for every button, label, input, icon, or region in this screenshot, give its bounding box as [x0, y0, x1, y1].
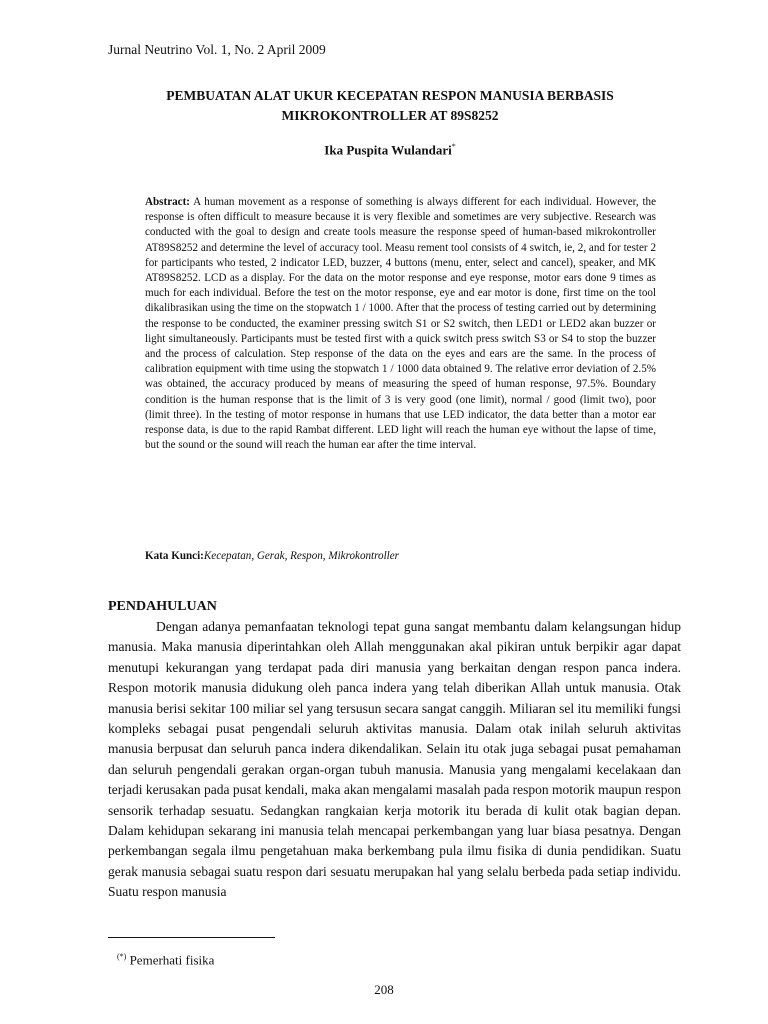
- footnote-text: Pemerhati fisika: [129, 952, 215, 968]
- footnote: [117, 952, 214, 968]
- section-heading: PENDAHULUAN: [108, 599, 217, 614]
- author-footnote-mark: *: [451, 142, 456, 151]
- running-header: Jurnal Neutrino Vol. 1, No. 2 April 2009: [108, 42, 326, 57]
- paper-title: [60, 86, 720, 126]
- keywords: [145, 550, 399, 562]
- author-name: Ika Puspita Wulandari: [324, 142, 452, 158]
- abstract-label: Abstract:: [145, 196, 190, 208]
- footnote-mark: (*): [117, 952, 127, 961]
- page-number: 208: [374, 982, 394, 997]
- abstract-text: A human movement as a response of something is always different for each individual. However, the response is often difficult to measure because it is very flexible and sometimes are very subjective. Research was conducted with the goal to design and create tools measure the response speed of human-based mikrokontroller AT89S8252 and determine the level of accuracy tool. Measu rement tool consists of 4 switch, ie, 2, and for tester 2 for participants who tested, 2 indicator LED, buzzer, 4 buttons (menu, enter, select and cancel), speaker, and MK AT89S8252. LCD as a display. For the data on the motor response and eye response, motor ears done 9 times as much for each individual. Before the test on the motor response, eye and ear motor is done, first time on the tool dikalibrasikan using the time on the stopwatch 1 / 1000. After that the process of testing carried out by determining the response to be conducted, the examiner pressing switch S1 or S2 switch, then LED1 or LED2 akan buzzer or light simultaneously. Participants must be tested first with a quick switch press switch S3 or S4 to stop the buzzer and the process of calculation. Step response of the data on the eyes and ears are the same. In the process of calibration equipment with time using the stopwatch 1 / 1000 data obtained 9. The relative error deviation of 2.5% was obtained, the accuracy produced by means of measuring the speed of human response, 97.5%. Boundary condition is the human response that is the limit of 3 is very good (one limit), normal / good (limit two), poor (limit three). In the testing of motor response in humans that use LED indicator, the data better than a motor ear response data, is due to the rapid Rambat different. LED light will reach the human eye without the lapse of time, but the sound or the sound will reach the human ear after the time interval.: [145, 196, 656, 452]
- keywords-label: Kata Kunci:: [145, 550, 204, 562]
- title-line-1: PEMBUATAN ALAT UKUR KECEPATAN RESPON MANUSIA BERBASIS: [166, 88, 614, 103]
- intro-text: Dengan adanya pemanfaatan teknologi tepat guna sangat membantu dalam kelangsungan hidup manusia. Maka manusia diperintahkan oleh Allah menggunakan akal pikiran untuk berpikir agar dapat menutupi kekurangan yang terdapat pada diri manusia yang berkaitan dengan respon panca indera. Respon motorik manusia didukung oleh panca indera yang telah diberikan Allah untuk manusia. Otak manusia berisi sekitar 100 miliar sel yang tersusun secara sangat canggih. Miliaran sel itu memiliki fungsi kompleks sebagai pusat pengendali seluruh aktivitas manusia. Dalam otak inilah seluruh aktivitas manusia berpusat dan seluruh panca indera dikendalikan. Selain itu otak juga sebagai pusat pemahaman dan seluruh pengendali gerakan organ-organ tubuh manusia. Manusia yang mengalami kecelakaan dan terjadi kerusakan pada pusat kendali, maka akan mengalami masalah pada respon motorik maupun respon sensorik terhadap sesuatu. Sedangkan rangkaian kerja motorik itu berada di kulit otak bagian depan. Dalam kehidupan sekarang ini manusia telah mencapai perkembangan yang luar biasa pesatnya. Dengan perkembangan segala ilmu pengetahuan maka berkembang pula ilmu fisika di dunia pendidikan. Suatu gerak manusia sebagai suatu respon dari sesuatu merupakan hal yang selalu berbeda pada setiap individu. Suatu respon manusia: [108, 619, 681, 900]
- keywords-text: Kecepatan, Gerak, Respon, Mikrokontroller: [203, 550, 399, 562]
- title-line-2: MIKROKONTROLLER AT 89S8252: [281, 108, 499, 123]
- author: [60, 142, 720, 158]
- footnote-divider: [108, 937, 275, 938]
- intro-paragraph: [108, 617, 681, 903]
- abstract: [145, 195, 656, 453]
